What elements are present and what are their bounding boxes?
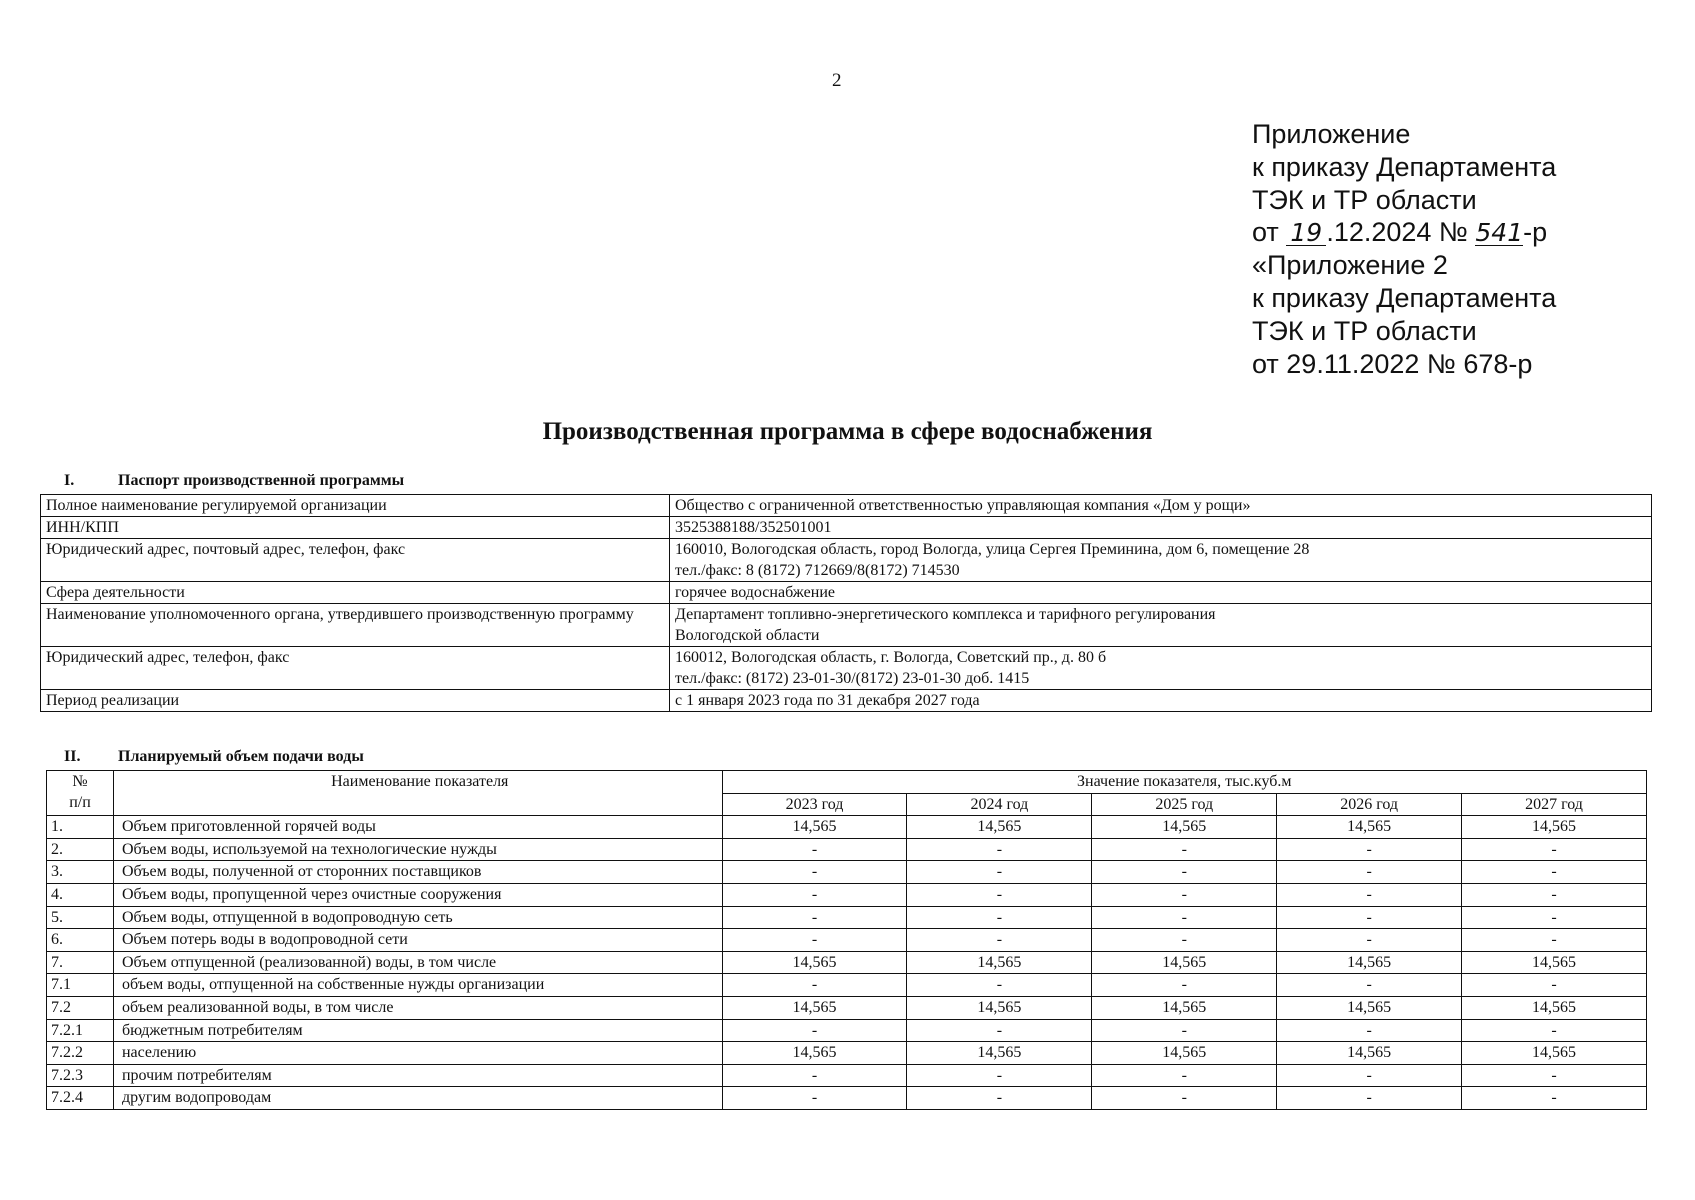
appendix-block	[1252, 118, 1556, 380]
row-number: 7.2	[47, 996, 114, 1019]
indicator-name: другим водопроводам	[113, 1087, 722, 1110]
indicator-value: -	[1277, 1087, 1462, 1110]
indicator-value: -	[722, 861, 907, 884]
passport-label: ИНН/КПП	[41, 517, 670, 539]
document-title: Производственная программа в сфере водоснабжения	[542, 418, 1153, 445]
row-number: 7.1	[47, 974, 114, 997]
row-number: 7.2.1	[47, 1019, 114, 1042]
table-row	[47, 1087, 1647, 1110]
indicator-name: бюджетным потребителям	[113, 1019, 722, 1042]
passport-value-line: с 1 января 2023 года по 31 декабря 2027 года	[675, 692, 980, 709]
section-title: Планируемый объем подачи воды	[118, 748, 364, 765]
indicator-value: -	[1462, 906, 1647, 929]
appendix-order-suffix: -р	[1523, 217, 1548, 248]
indicator-name: Объем отпущенной (реализованной) воды, в том числе	[113, 951, 722, 974]
indicator-value: -	[722, 883, 907, 906]
indicator-value: -	[1277, 1019, 1462, 1042]
indicator-value: -	[1092, 1064, 1277, 1087]
table-row	[47, 1042, 1647, 1065]
indicator-value: -	[907, 883, 1092, 906]
appendix-line: к приказу Департамента	[1252, 151, 1557, 182]
indicator-value: 14,565	[1092, 996, 1277, 1019]
table-row	[47, 1064, 1647, 1087]
indicator-value: -	[1092, 929, 1277, 952]
passport-table	[40, 494, 1652, 712]
passport-label: Наименование уполномоченного органа, утвердившего производственную программу	[41, 604, 670, 647]
row-number: 2.	[47, 838, 114, 861]
indicator-value: 14,565	[1277, 816, 1462, 839]
column-header-group: Значение показателя, тыс.куб.м	[722, 771, 1646, 794]
water-volume-table	[46, 770, 1647, 1110]
table-row	[41, 517, 1652, 539]
passport-value	[670, 647, 1652, 690]
indicator-value: -	[907, 974, 1092, 997]
passport-value-line: горячее водоснабжение	[675, 584, 835, 601]
indicator-value: -	[1277, 883, 1462, 906]
passport-value	[670, 690, 1652, 712]
passport-value-line: Общество с ограниченной ответственностью управляющая компания «Дом у рощи»	[675, 497, 1251, 514]
indicator-value: -	[907, 906, 1092, 929]
indicator-value: -	[907, 1087, 1092, 1110]
indicator-value: 14,565	[1092, 1042, 1277, 1065]
indicator-value: -	[907, 838, 1092, 861]
passport-label: Сфера деятельности	[41, 582, 670, 604]
indicator-value: -	[1092, 906, 1277, 929]
indicator-value: -	[1462, 861, 1647, 884]
passport-label: Полное наименование регулируемой организации	[41, 495, 670, 517]
indicator-name: населению	[113, 1042, 722, 1065]
table-row	[47, 1019, 1647, 1042]
section-1-heading	[64, 472, 404, 490]
indicator-value: -	[1092, 838, 1277, 861]
indicator-value: -	[907, 861, 1092, 884]
indicator-value: -	[722, 838, 907, 861]
column-header-year: 2025 год	[1092, 793, 1277, 816]
table-row	[41, 647, 1652, 690]
indicator-value: -	[907, 1064, 1092, 1087]
appendix-line: «Приложение 2	[1252, 250, 1448, 281]
indicator-value: -	[722, 974, 907, 997]
passport-value-line: Вологодской области	[675, 627, 820, 644]
section-title: Паспорт производственной программы	[118, 472, 405, 489]
column-header-year: 2027 год	[1462, 793, 1647, 816]
table-row	[41, 539, 1652, 582]
indicator-value: -	[907, 929, 1092, 952]
indicator-value: 14,565	[907, 996, 1092, 1019]
passport-value	[670, 495, 1652, 517]
table-row	[47, 883, 1647, 906]
indicator-value: 14,565	[1277, 996, 1462, 1019]
indicator-value: -	[1277, 838, 1462, 861]
indicator-value: -	[1277, 974, 1462, 997]
row-number: 1.	[47, 816, 114, 839]
indicator-value: -	[1277, 861, 1462, 884]
table-row	[41, 690, 1652, 712]
indicator-value: -	[1462, 1064, 1647, 1087]
passport-value-line: 160010, Вологодская область, город Вологда, улица Сергея Преминина, дом 6, помещение 28	[675, 541, 1310, 558]
handwritten-order-number: 541	[1475, 218, 1524, 248]
indicator-value: -	[722, 1019, 907, 1042]
row-number: 5.	[47, 906, 114, 929]
passport-label: Юридический адрес, почтовый адрес, телефон, факс	[41, 539, 670, 582]
indicator-name: Объем воды, полученной от сторонних поставщиков	[113, 861, 722, 884]
table-row	[47, 974, 1647, 997]
indicator-value: -	[722, 906, 907, 929]
indicator-value: 14,565	[1277, 951, 1462, 974]
appendix-order-date: .12.2024 №	[1326, 217, 1468, 248]
appendix-line: ТЭК и ТР области	[1252, 184, 1477, 215]
passport-label: Период реализации	[41, 690, 670, 712]
indicator-name: объем воды, отпущенной на собственные нужды организации	[113, 974, 722, 997]
passport-value	[670, 517, 1652, 539]
table-row	[41, 495, 1652, 517]
indicator-value: 14,565	[907, 816, 1092, 839]
indicator-value: -	[1277, 1064, 1462, 1087]
section-number: I.	[64, 472, 75, 489]
indicator-value: 14,565	[722, 951, 907, 974]
indicator-value: -	[1092, 883, 1277, 906]
indicator-value: -	[907, 1019, 1092, 1042]
column-header-year: 2023 год	[722, 793, 907, 816]
passport-value-line: тел./факс: 8 (8172) 712669/8(8172) 714530	[675, 562, 960, 579]
indicator-value: 14,565	[1462, 996, 1647, 1019]
row-number: 7.	[47, 951, 114, 974]
row-number: 7.2.2	[47, 1042, 114, 1065]
row-number: 6.	[47, 929, 114, 952]
table-row	[47, 906, 1647, 929]
passport-label: Юридический адрес, телефон, факс	[41, 647, 670, 690]
indicator-value: -	[1092, 1019, 1277, 1042]
indicator-value: -	[1092, 1087, 1277, 1110]
indicator-value: -	[1462, 929, 1647, 952]
indicator-value: -	[1462, 838, 1647, 861]
indicator-name: Объем воды, используемой на технологические нужды	[113, 838, 722, 861]
passport-value-line: 160012, Вологодская область, г. Вологда, Советский пр., д. 80 б	[675, 649, 1107, 666]
passport-value	[670, 604, 1652, 647]
indicator-name: Объем приготовленной горячей воды	[113, 816, 722, 839]
indicator-value: -	[1462, 974, 1647, 997]
appendix-line: от 29.11.2022 № 678-р	[1252, 348, 1533, 379]
indicator-value: -	[1092, 974, 1277, 997]
appendix-line: Приложение	[1252, 119, 1411, 149]
passport-value-line: 3525388188/352501001	[675, 519, 832, 536]
table-row	[41, 582, 1652, 604]
indicator-value: -	[1462, 1087, 1647, 1110]
appendix-order-prefix: от	[1252, 217, 1279, 248]
indicator-name: объем реализованной воды, в том числе	[113, 996, 722, 1019]
indicator-value: -	[722, 1087, 907, 1110]
indicator-value: 14,565	[722, 816, 907, 839]
column-header-year: 2024 год	[907, 793, 1092, 816]
table-row	[47, 838, 1647, 861]
indicator-value: 14,565	[722, 996, 907, 1019]
indicator-value: -	[1092, 861, 1277, 884]
column-header-number: № п/п	[47, 771, 114, 816]
indicator-value: -	[722, 1064, 907, 1087]
column-header-name: Наименование показателя	[113, 771, 722, 816]
table-row	[47, 996, 1647, 1019]
passport-value-line: Департамент топливно-энергетического комплекса и тарифного регулирования	[675, 606, 1216, 623]
indicator-value: 14,565	[1462, 1042, 1647, 1065]
page-number: 2	[832, 70, 842, 91]
row-number: 7.2.4	[47, 1087, 114, 1110]
indicator-value: 14,565	[1462, 816, 1647, 839]
indicator-value: 14,565	[1277, 1042, 1462, 1065]
indicator-name: Объем воды, отпущенной в водопроводную сеть	[113, 906, 722, 929]
table-row	[47, 816, 1647, 839]
row-number: 7.2.3	[47, 1064, 114, 1087]
indicator-value: 14,565	[722, 1042, 907, 1065]
indicator-value: 14,565	[1092, 951, 1277, 974]
indicator-value: -	[1462, 1019, 1647, 1042]
row-number: 4.	[47, 883, 114, 906]
appendix-line: к приказу Департамента	[1252, 282, 1557, 313]
handwritten-day: 19	[1286, 221, 1326, 246]
table-row	[47, 929, 1647, 952]
indicator-name: прочим потребителям	[113, 1064, 722, 1087]
indicator-value: 14,565	[1092, 816, 1277, 839]
column-header-year: 2026 год	[1277, 793, 1462, 816]
indicator-value: -	[1277, 929, 1462, 952]
table-row	[41, 604, 1652, 647]
section-2-heading	[64, 748, 364, 766]
table-row	[47, 951, 1647, 974]
table-row	[47, 861, 1647, 884]
appendix-order-line	[1252, 216, 1556, 249]
indicator-name: Объем потерь воды в водопроводной сети	[113, 929, 722, 952]
row-number: 3.	[47, 861, 114, 884]
passport-value	[670, 539, 1652, 582]
passport-value-line: тел./факс: (8172) 23-01-30/(8172) 23-01-30 доб. 1415	[675, 670, 1030, 687]
appendix-line: ТЭК и ТР области	[1252, 315, 1477, 346]
table-header-row	[47, 771, 1647, 794]
indicator-value: -	[1277, 906, 1462, 929]
indicator-value: 14,565	[907, 1042, 1092, 1065]
indicator-value: -	[722, 929, 907, 952]
indicator-value: 14,565	[907, 951, 1092, 974]
section-number: II.	[64, 748, 81, 765]
passport-value	[670, 582, 1652, 604]
indicator-name: Объем воды, пропущенной через очистные сооружения	[113, 883, 722, 906]
indicator-value: 14,565	[1462, 951, 1647, 974]
indicator-value: -	[1462, 883, 1647, 906]
